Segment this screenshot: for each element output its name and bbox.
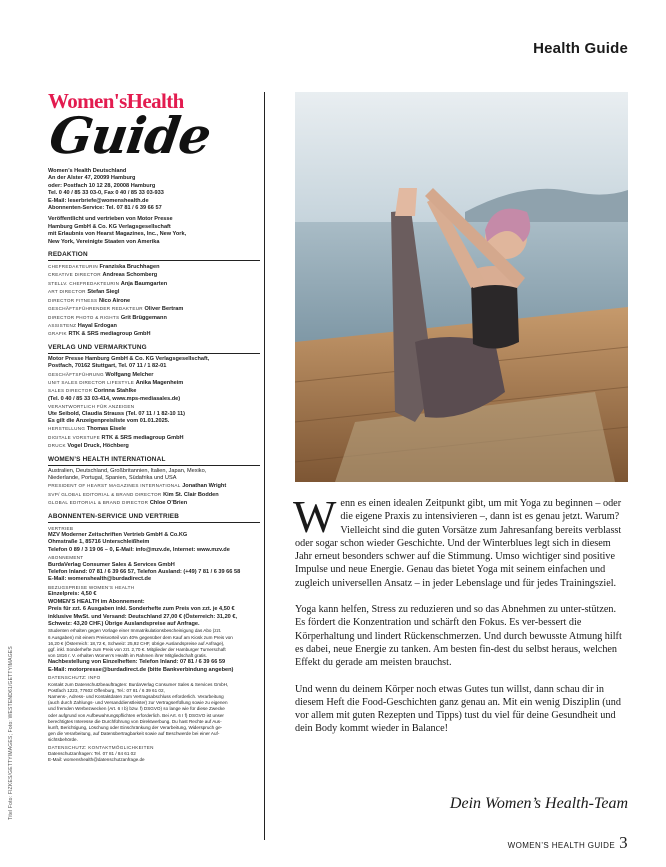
paragraph-1: Wenn es einen idealen Zeitpunkt gibt, um mit Yoga zu beginnen – oder die eigene Praxis zu intensivieren –, dann ist es genau jetzt. Warum? Vielleicht sind die guten Vorsätze zum Jahresanfang bereits verblasst oder sogar schon wieder Geschichte. Und der Winterblues legt sich in diesem Jahr erneut besonders schwer auf die Stimmung. Umso wichtiger sind positive Impulse und neue Energie. Genau das bietet Yoga mit seinem einfachen und zugleich universellen Ansatz – in jeder Lebenslage und für jedes Trainingsziel.: [293, 491, 622, 589]
paragraph-2: Yoga kann helfen, Stress zu reduzieren und so das Abnehmen zu unter-stützen. Es fördert die Konzentration und schärft den Fokus. Es ver-bessert die Körperhaltung und lindert Rückenschmerzen. Und durch bewusste Atmung hilft es dabei, neue Energie zu tanken. Am besten fin-dest du selbst heraus, welchen Effekt du gerade am meisten brauchst.: [295, 604, 622, 669]
page-number: 3: [619, 833, 628, 852]
international-heading: WOMEN’S HEALTH INTERNATIONAL: [48, 456, 260, 466]
masthead: [45, 89, 260, 767]
footer-label: WOMEN’S HEALTH GUIDE: [507, 841, 616, 850]
signature: Dein Women’s Health-Team: [449, 795, 628, 812]
redaktion-list: CHEFREDAKTEURIN Franziska Bruchhagen CREATIVE DIRECTOR Andreas Schomberg STELLV. CHEFREDAKTEURIN Anja Baumgarten ART DIRECTOR Stefan Siegl DIRECTOR FITNESS Nico Airone GESCHÄFTSFÜHRENDER REDAKTEUR Oliver Bertram DIRECTOR PHOTO & RIGHTS Grit Brüggemann ASSISTENZ Hayal Erdogan GRAFIK RTK & SRS mediagroup GmbH: [48, 264, 184, 338]
redaktion-heading: REDAKTION: [48, 251, 260, 261]
page-footer: [508, 833, 628, 853]
verlag-list: Motor Presse Hamburg GmbH & Co. KG Verlagsgesellschaft, Postfach, 70162 Stuttgart, Tel. 07 11 / 1 82-01 GESCHÄFTSFÜHRUNG Wolfgang Melcher UNIT SALES DIRECTOR LIFESTYLE Anika Magenheim SALES DIRECTOR Corinna Stahlke (Tel. 0 40 / 85 33 03-414, www.mps-mediasales.de) VERANTWORTLICH FÜR ANZEIGEN Ute Seibold, Claudia Strauss (Tel. 07 11 / 1 82-10 11) Es gilt die Anzeigenpreisliste vom 01.01.2025. HERSTELLUNG Thomas Eisele DIGITALE VORSTUFE RTK & SRS mediagroup GmbH DRUCK Vogel Druck, Höchberg: [48, 355, 210, 450]
verlag-heading: VERLAG UND VERMARKTUNG: [48, 344, 260, 354]
photo-credit: Titel Foto: FIZKES/GETTYIMAGES; Foto: WESTEND61/GETTYIMAGES: [8, 646, 14, 820]
paragraph-3: Und wenn du deinem Körper noch etwas Gutes tun willst, dann schau dir in diesem Heft die Food-Geschichten ganz genau an. Mit ein wenig Disziplin (und vor allem mit guten Rezepten und Tipps) tust du viel für deine Gesundheit und dein Body kommt wieder in Balance!: [295, 683, 621, 735]
abo-list: VERTRIEB MZV Moderner Zeitschriften Vertrieb GmbH & Co.KG Ohmstraße 1, 85716 Unterschleißheim Telefon 0 89 / 3 19 06 – 0, E-Mail: info@mzv.de, Internet: www.mzv.de ABONNEMENT BurdaVerlag Consumer Sales & Services GmbH Telefon Inland: 07 81 / 6 39 66 57, Telefon Ausland: (+49) 7 81 / 6 39 66 58 E-Mail: womenshealth@burdadirect.de BEZUGSPREISE WOMEN’S HEALTH Einzelpreis: 4,50 € WOMEN’S HEALTH im Abonnement: Preis für zzt. 6 Ausgaben inkl. Sonderhefte zum Preis von zzt. je 4,50 € inklusive MwSt. und Versand: Deutschland 27,00 € (Österreich: 31,20 €, Schweiz: 43,20 CHF.) Übrige Auslandspreise auf Anfrage. Studenten erhalten gegen Vorlage einer Immatrikulationsbescheinigung das Abo (zzt. 6 Ausgaben) mit einem Preisvorteil von 40% gegenüber dem Kauf am Kiosk zum Preis von 16,20 € (Österreich: 18,72 €, Schweiz: 25,92 CHF, übrige Auslandspreise auf Anfrage), ggf. inkl. Sonderhefte zum Preis von zzt. 2,70 €. Mitglieder der Hamburger Turnerschaft von 1816 r. V. erhalten Women’s Health im Rahmen ihrer Mitgliedschaft gratis. Nachbestellung von Einzelheften: Telefon Inland: 07 81 / 6 39 66 59 E-Mail: motorpresse@burdadirect.de (bitte Bankverbindung angeben) DATENSCHUTZ: INFO Kontakt zum Datenschutzbeauftragten: BurdaVerlag Consumer Sales & Services GmbH, Postfach 1223, 77602 Offenburg, Tel.: 07 81 / 6 39 61 02, Namens-, Adress- und Kontaktdaten zum Vertragsabschluss erforderlich. Verarbeitung (auch durch Zahlungs- und Versanddienstleister) zur Vertragserfüllung sowie zu eigenen und fremden Werbezwecken (Art. 6 I b) bzw. f) DSGVO) so lange wie für diese Zwecke oder aufgrund von Aufbewahrungspflichten erforderlich. Bei Art. 6 I f) DSGVO ist unser berechtigtes Interesse die Durchführung von Direktwerbung. Du hast Rechte auf Aus- kunft, Berichtigung, Löschung oder Einschränkung der Verarbeitung, Widerspruch ge- gen die Verarbeitung, auf Datenübertragbarkeit sowie auf Beschwerde bei einer Auf- sichtsbehörde. DATENSCHUTZ: KONTAKTMÖGLICHKEITEN Datenschutzanfragen: Tel. 07 81 / 84 61 02 E-Mail: womenshealth@datenschutzanfrage.de: [48, 525, 241, 763]
column-divider: [264, 92, 265, 840]
address-block: Women’s Health Deutschland An der Alster 47, 20099 Hamburg oder: Postfach 10 12 28, 20008 Hamburg Tel. 0 40 / 85 33 03-0, Fax 0 40 / 85 33 03-933 E-Mail: leserbriefe@womenshealth.de Abonnenten-Service: Tel. 07 81 / 6 39 66 57: [48, 168, 164, 212]
yoga-photo: [295, 92, 628, 482]
abo-heading: ABONNENTEN-SERVICE UND VERTRIEB: [48, 513, 260, 523]
womens-health-logo: Women'sHealth: [48, 89, 184, 113]
international-list: Australien, Deutschland, Großbritannien, Italien, Japan, Mexiko, Niederlande, Portugal, Spanien, Südafrika und USA PRESIDENT OF HEARST MAGAZINES INTERNATIONAL Jonathan Wright SVP/ GLOBAL EDITORIAL & BRAND DIRECTOR Kim St. Clair Bodden GLOBAL EDITORIAL & BRAND DIRECTOR Chloe O’Brien: [48, 467, 227, 507]
editorial-text: [293, 491, 628, 749]
guide-logo: Guide: [45, 106, 215, 165]
publisher-block: Veröffentlicht und vertrieben von Motor Presse Hamburg GmbH & Co. KG Verlagsgesellschaft mit Erlaubnis von Hearst Magazines, Inc., New York, New York, Vereinigte Staaten von Amerika: [48, 216, 187, 245]
drop-cap: W: [293, 491, 337, 542]
section-title: Health Guide: [533, 40, 628, 57]
